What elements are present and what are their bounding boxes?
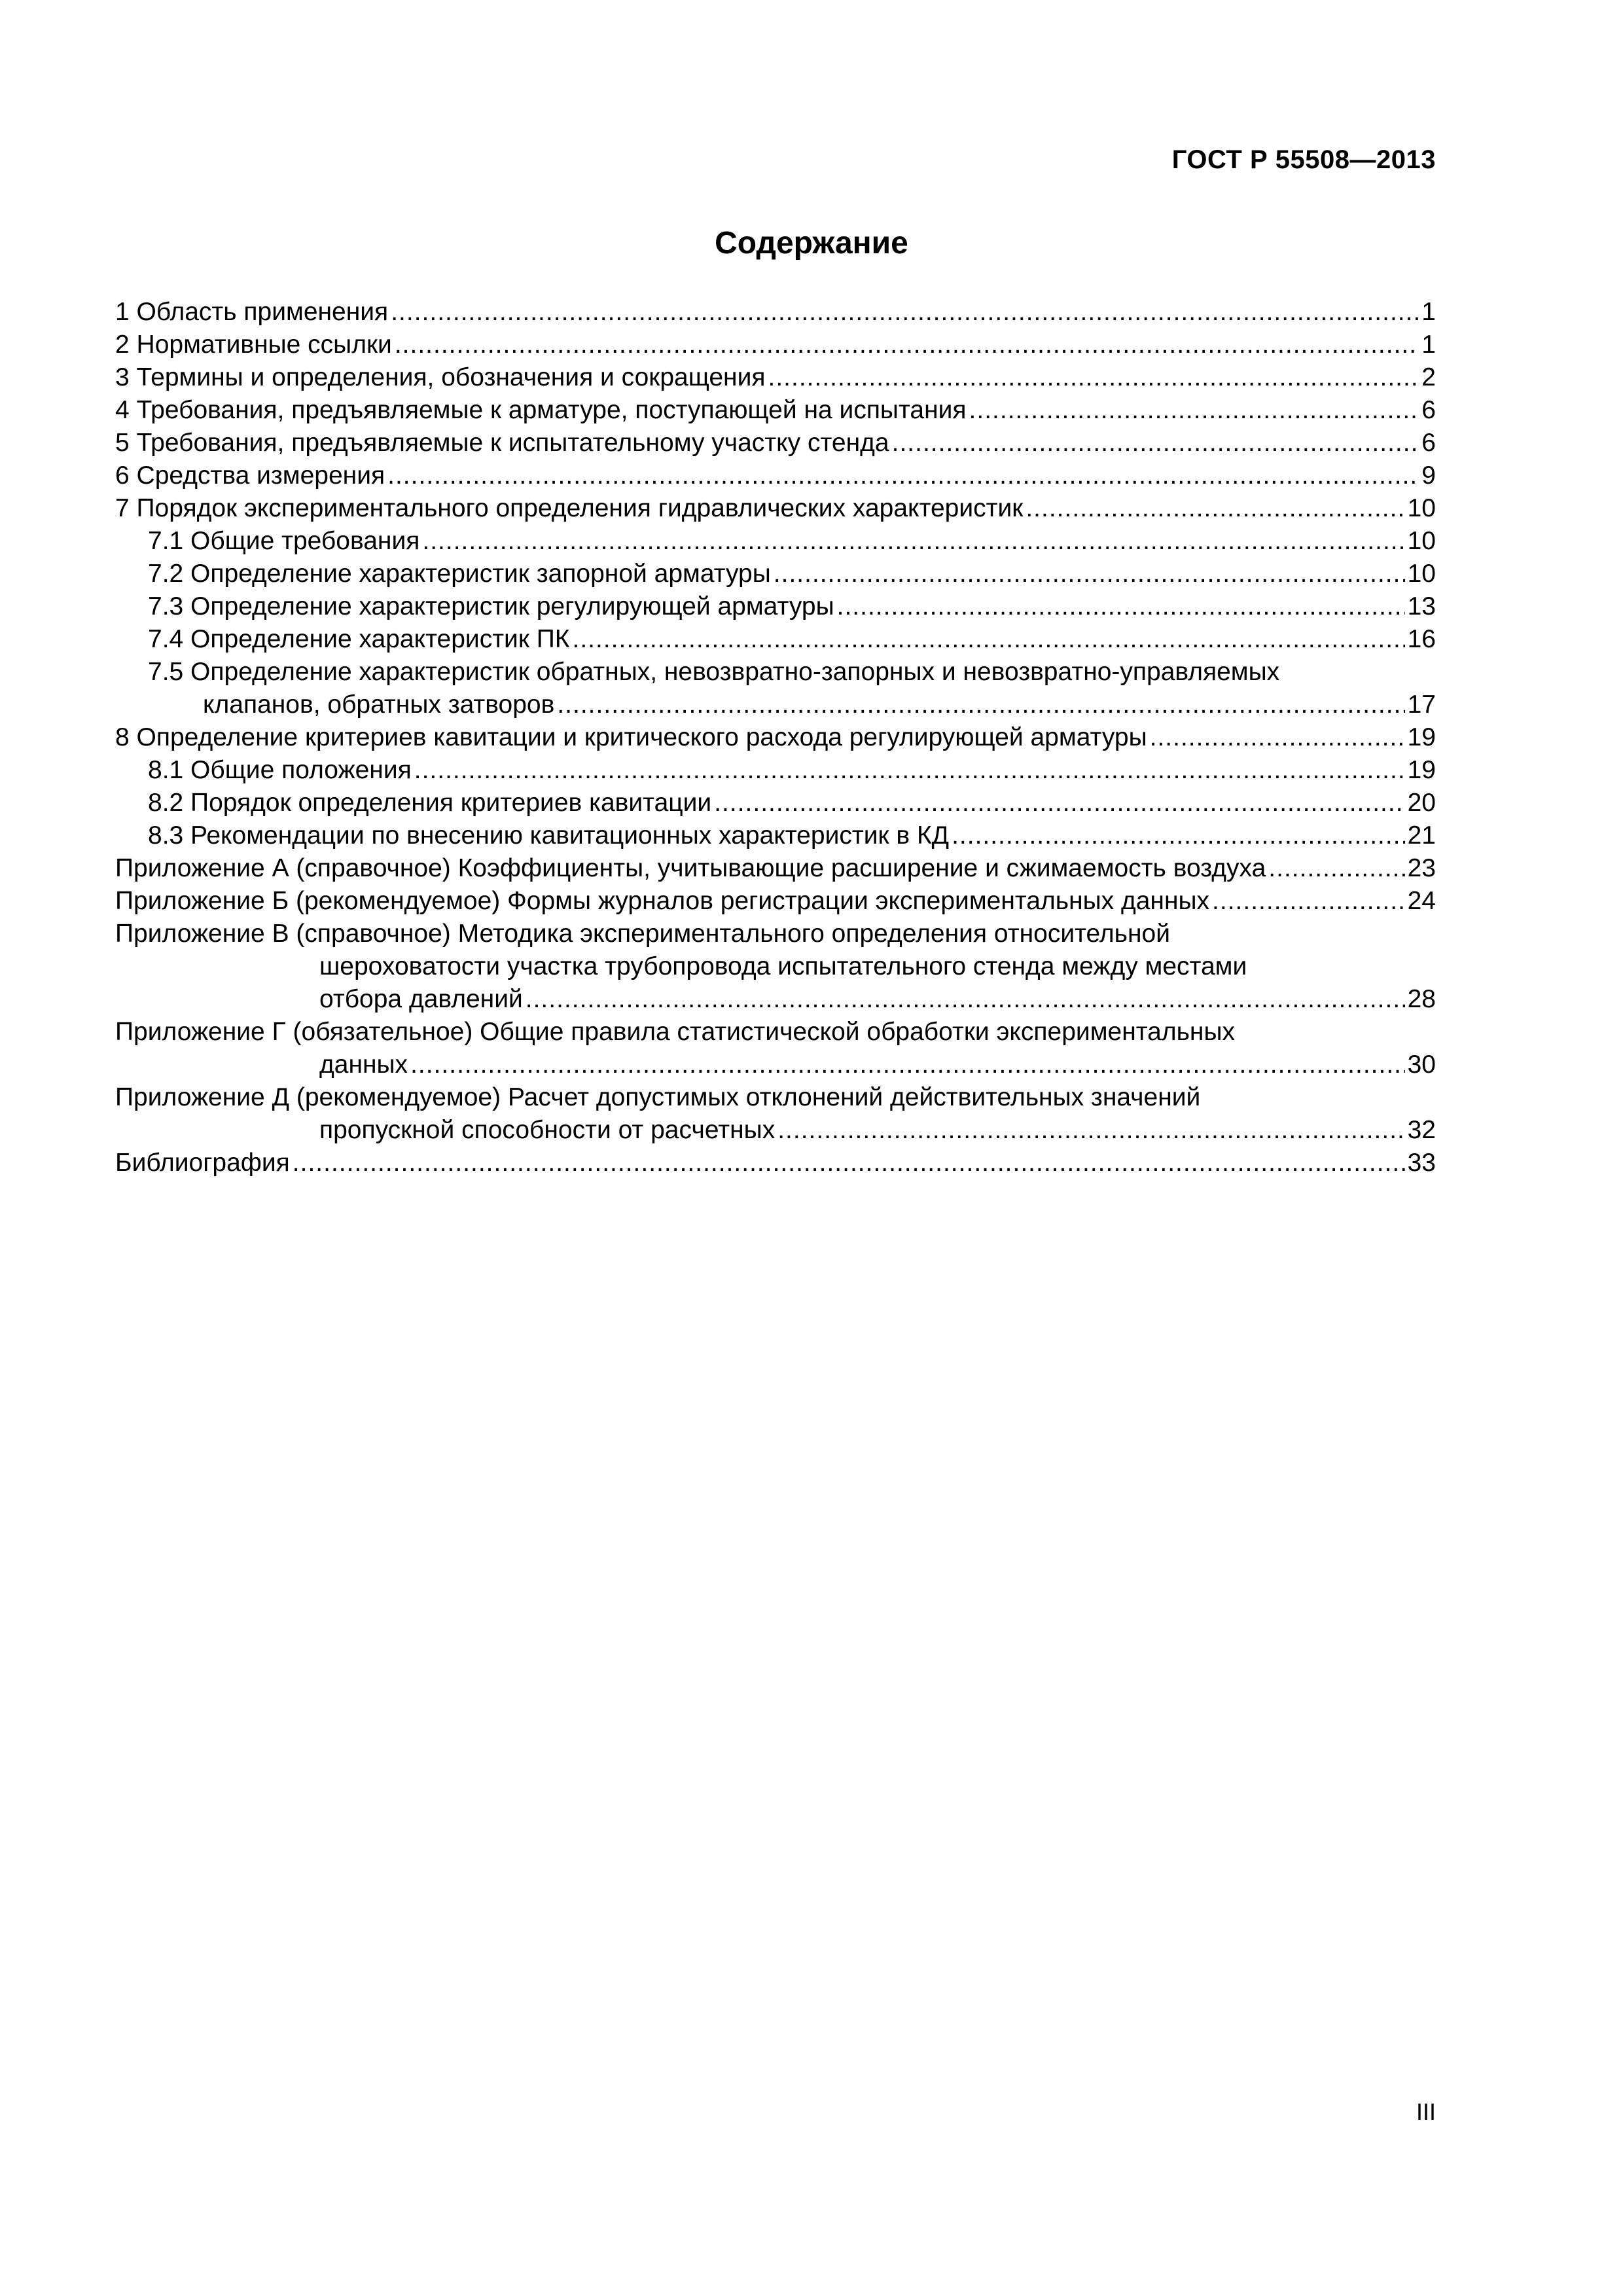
toc-entry-label: 1 Область применения [115,298,389,326]
toc-entry[interactable] [115,361,1436,394]
toc-entry[interactable] [115,852,1436,885]
toc-entry-page: 2 [1421,363,1436,391]
toc-leader-dots [768,361,1419,394]
toc-entry[interactable] [115,623,1436,656]
toc-leader-dots [410,1049,1405,1081]
toc-entry-label: 2 Нормативные ссылки [115,331,392,359]
toc-entry-label: 4 Требования, предъявляемые к арматуре, поступающей на испытания [115,396,967,424]
toc-entry[interactable] [115,721,1436,754]
toc-entry-label: отбора давлений [319,985,523,1013]
toc-entry-label: 7.1 Общие требования [148,527,420,555]
toc-entry-continued-line[interactable]: Приложение В (справочное) Методика экспериментального определения относительной [115,920,1171,948]
toc-entry[interactable] [115,819,1436,852]
toc-entry-label: данных [319,1050,408,1079]
toc-entry-page: 13 [1407,592,1436,620]
toc-entry[interactable] [115,1049,1436,1081]
toc-entry-page: 19 [1407,723,1436,751]
toc-leader-dots [526,983,1405,1016]
toc-leader-dots [714,787,1404,819]
toc-leader-dots [573,623,1405,656]
toc-leader-dots [774,558,1405,590]
toc-leader-dots [969,394,1419,427]
toc-leader-dots [1212,885,1405,918]
toc-leader-dots [395,329,1419,361]
toc-leader-dots [1026,492,1404,525]
toc-entry-label: 6 Средства измерения [115,461,385,490]
toc-entry[interactable] [115,525,1436,558]
page-title: Содержание [715,226,908,260]
toc-entry[interactable] [115,754,1436,787]
toc-entry-label: 7.3 Определение характеристик регулирующей арматуры [148,592,834,620]
toc-entry[interactable] [115,885,1436,918]
toc-leader-dots [892,427,1419,459]
toc-entry[interactable] [115,983,1436,1016]
toc-entry-page: 19 [1407,756,1436,784]
toc-entry-page: 21 [1407,821,1436,850]
toc-entry-page: 32 [1407,1116,1436,1144]
toc-leader-dots [293,1147,1405,1179]
toc-entry-label: 8 Определение критериев кавитации и критического расхода регулирующей арматуры [115,723,1147,751]
toc-entry-page: 16 [1407,625,1436,653]
page-number: III [1416,2098,1436,2125]
toc-entry-label: 8.2 Порядок определения критериев кавитации [148,789,712,817]
toc-entry[interactable] [115,689,1436,721]
toc-leader-dots [1268,852,1404,885]
toc-entry-page: 1 [1421,331,1436,359]
toc-leader-dots [387,459,1419,492]
toc-entry-label: 8.3 Рекомендации по внесению кавитационных характеристик в КД [148,821,950,850]
toc-entry-page: 33 [1407,1149,1436,1177]
toc-entry[interactable] [115,394,1436,427]
toc-entry[interactable] [115,296,1436,329]
toc-entry-continued-line[interactable]: шероховатости участка трубопровода испытательного стенда между местами [319,952,1247,980]
toc-entry-continued-line[interactable]: Приложение Д (рекомендуемое) Расчет допустимых отклонений действительных значений [115,1083,1201,1111]
toc-entry-page: 20 [1407,789,1436,817]
toc-entry-page: 10 [1407,560,1436,588]
toc-leader-dots [952,819,1405,852]
toc-entry-page: 6 [1421,429,1436,457]
toc-entry-label: 3 Термины и определения, обозначения и сокращения [115,363,766,391]
toc-entry[interactable] [115,787,1436,819]
toc-leader-dots [422,525,1404,558]
toc-leader-dots [414,754,1405,787]
toc-entry-label: Приложение Б (рекомендуемое) Формы журналов регистрации экспериментальных данных [115,887,1210,915]
toc-leader-dots [391,296,1419,329]
toc-entry[interactable] [115,590,1436,623]
toc-entry-label: 8.1 Общие положения [148,756,412,784]
toc-entry[interactable] [115,1147,1436,1179]
toc-entry[interactable] [115,1114,1436,1147]
toc-entry-label: Приложение А (справочное) Коэффициенты, учитывающие расширение и сжимаемость воздуха [115,854,1266,882]
toc-entry-page: 6 [1421,396,1436,424]
toc-entry-page: 10 [1407,527,1436,555]
toc-entry-label: 7.2 Определение характеристик запорной арматуры [148,560,771,588]
toc-leader-dots [1150,721,1405,754]
toc-entry-label: Библиография [115,1149,290,1177]
toc-leader-dots [777,1114,1404,1147]
toc-entry-label: клапанов, обратных затворов [203,691,555,719]
toc-entry-continued-line[interactable]: Приложение Г (обязательное) Общие правила статистической обработки экспериментальных [115,1018,1235,1046]
toc-entry-label: 5 Требования, предъявляемые к испытательному участку стенда [115,429,889,457]
toc-entry[interactable] [115,427,1436,459]
toc-entry-page: 1 [1421,298,1436,326]
toc-leader-dots [837,590,1405,623]
toc-entry-label: пропускной способности от расчетных [319,1116,776,1144]
toc-entry-page: 28 [1407,985,1436,1013]
toc-entry[interactable] [115,459,1436,492]
toc-entry-page: 17 [1407,691,1436,719]
toc-entry-page: 10 [1407,494,1436,522]
toc-entry-page: 23 [1407,854,1436,882]
toc-entry-label: 7.4 Определение характеристик ПК [148,625,570,653]
toc-entry-page: 30 [1407,1050,1436,1079]
toc-entry-page: 24 [1407,887,1436,915]
document-code: ГОСТ Р 55508—2013 [1171,145,1436,174]
toc-leader-dots [557,689,1404,721]
toc-entry-continued-line[interactable]: 7.5 Определение характеристик обратных, невозвратно-запорных и невозвратно-управляемых [148,658,1280,686]
toc-entry-label: 7 Порядок экспериментального определения гидравлических характеристик [115,494,1024,522]
toc-entry[interactable] [115,558,1436,590]
toc-entry[interactable] [115,329,1436,361]
table-of-contents [115,296,1436,1179]
toc-entry[interactable] [115,492,1436,525]
toc-entry-page: 9 [1421,461,1436,490]
